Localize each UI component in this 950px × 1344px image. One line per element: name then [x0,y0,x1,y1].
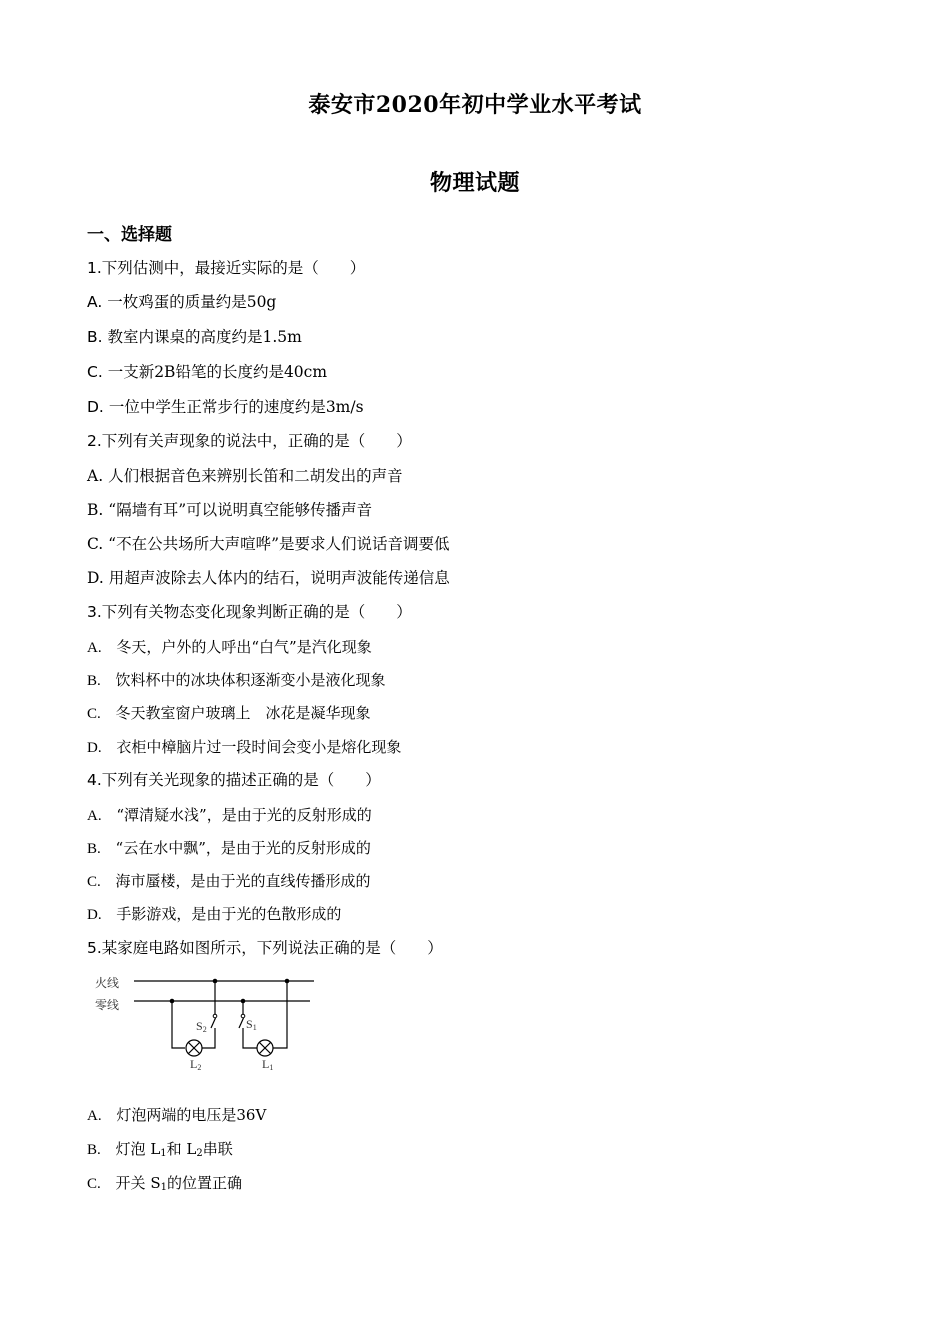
q1-option-b [87,325,302,347]
section-heading: 一、选择题 [87,225,172,245]
q1-option-a [87,290,276,312]
option-label: D. [87,907,102,923]
bulb-l2-label: L2 [190,1057,202,1072]
exam-title: 泰安市2020年初中学业水平考试 [308,92,642,118]
switch-s2-icon [213,1014,217,1018]
option-label: C. [87,706,101,722]
option-label: B. [87,328,103,346]
q3-option-d [87,736,401,757]
question-stem: 下列有关声现象的说法中，正确的是（ ） [101,432,412,450]
question-3 [87,600,412,622]
option-label: A. [87,1108,102,1124]
option-label: A. [87,640,102,656]
switch-s2-label: S2 [196,1019,207,1034]
option-label: C. [87,874,101,890]
option-text: 冬天，户外的人呼出“白气”是汽化现象 [116,638,372,656]
q2-option-c [87,532,450,554]
option-text: 衣柜中樟脑片过一段时间会变小是熔化现象 [116,738,402,756]
question-4 [87,768,381,790]
option-label: B. [87,501,104,519]
option-text: “不在公共场所大声喧哗”是要求人们说话音调要低 [108,535,450,553]
q5-option-a [87,1104,266,1125]
q5-option-c [87,1172,242,1193]
option-label: A. [87,293,103,311]
option-text: 人们根据音色来辨别长笛和二胡发出的声音 [108,467,403,485]
option-text: “潭清疑水浅”，是由于光的反射形成的 [116,806,372,824]
q4-option-c [87,870,371,891]
question-number: 2. [87,432,102,450]
question-2 [87,429,412,451]
option-label: D. [87,398,104,416]
question-5 [87,936,443,958]
circuit-diagram [90,972,330,1082]
switch-s1-label: S1 [246,1017,257,1032]
option-label: D. [87,740,102,756]
q3-option-a [87,636,372,657]
option-label: B. [87,841,101,857]
option-label: A. [87,467,104,485]
exam-subtitle: 物理试题 [429,170,520,196]
question-1 [87,256,365,278]
q2-option-b [87,498,372,520]
question-number: 3. [87,603,102,621]
q1-option-c [87,360,327,382]
q4-option-d [87,903,341,924]
question-stem: 下列估测中，最接近实际的是（ ） [101,259,366,277]
option-text: 手影游戏，是由于光的色散形成的 [116,905,342,923]
option-label: C. [87,1176,101,1192]
option-text: 教室内课桌的高度约是1.5m [107,328,302,346]
question-number: 4. [87,771,102,789]
option-text: “隔墙有耳”可以说明真空能够传播声音 [108,501,373,519]
option-text: 一支新2B铅笔的长度约是40cm [107,363,328,381]
option-text: 灯泡两端的电压是36V [116,1106,267,1124]
q4-option-a [87,804,372,825]
question-stem: 下列有关物态变化现象判断正确的是（ ） [101,603,412,621]
option-text: 一位中学生正常步行的速度约是3m/s [108,398,364,416]
option-label: C. [87,363,103,381]
option-label: B. [87,1142,101,1158]
bulb-l1-label: L1 [262,1057,274,1072]
live-wire-label: 火线 [95,976,120,990]
q5-option-b [87,1138,233,1159]
branch-l1 [239,981,287,1072]
option-text: “云在水中飘”，是由于光的反射形成的 [115,839,371,857]
question-stem: 下列有关光现象的描述正确的是（ ） [101,771,381,789]
option-text: 冬天教室窗户玻璃上 冰花是凝华现象 [115,704,371,722]
option-text: 一枚鸡蛋的质量约是50g [107,293,277,311]
option-label: D. [87,569,104,587]
q3-option-b [87,669,386,690]
q3-option-c [87,702,371,723]
q4-option-b [87,837,371,858]
option-label: A. [87,808,102,824]
switch-s1-icon [241,1014,245,1018]
option-text: 开关 $S_1$的位置正确 [115,1174,242,1193]
option-text: 海市蜃楼，是由于光的直线传播形成的 [115,872,371,890]
question-number: 1. [87,259,102,277]
branch-l2 [172,981,217,1072]
option-label: B. [87,673,101,689]
question-stem: 某家庭电路如图所示，下列说法正确的是（ ） [101,939,443,957]
neutral-wire-label: 零线 [95,998,120,1012]
option-text: 饮料杯中的冰块体积逐渐变小是液化现象 [115,671,386,689]
q2-option-d [87,566,450,588]
option-text: 灯泡 $L_1$和 $L_2$串联 [115,1140,233,1159]
q2-option-a [87,464,403,486]
q1-option-d [87,395,364,417]
question-number: 5. [87,939,102,957]
option-text: 用超声波除去人体内的结石，说明声波能传递信息 [108,569,450,587]
option-label: C. [87,535,104,553]
